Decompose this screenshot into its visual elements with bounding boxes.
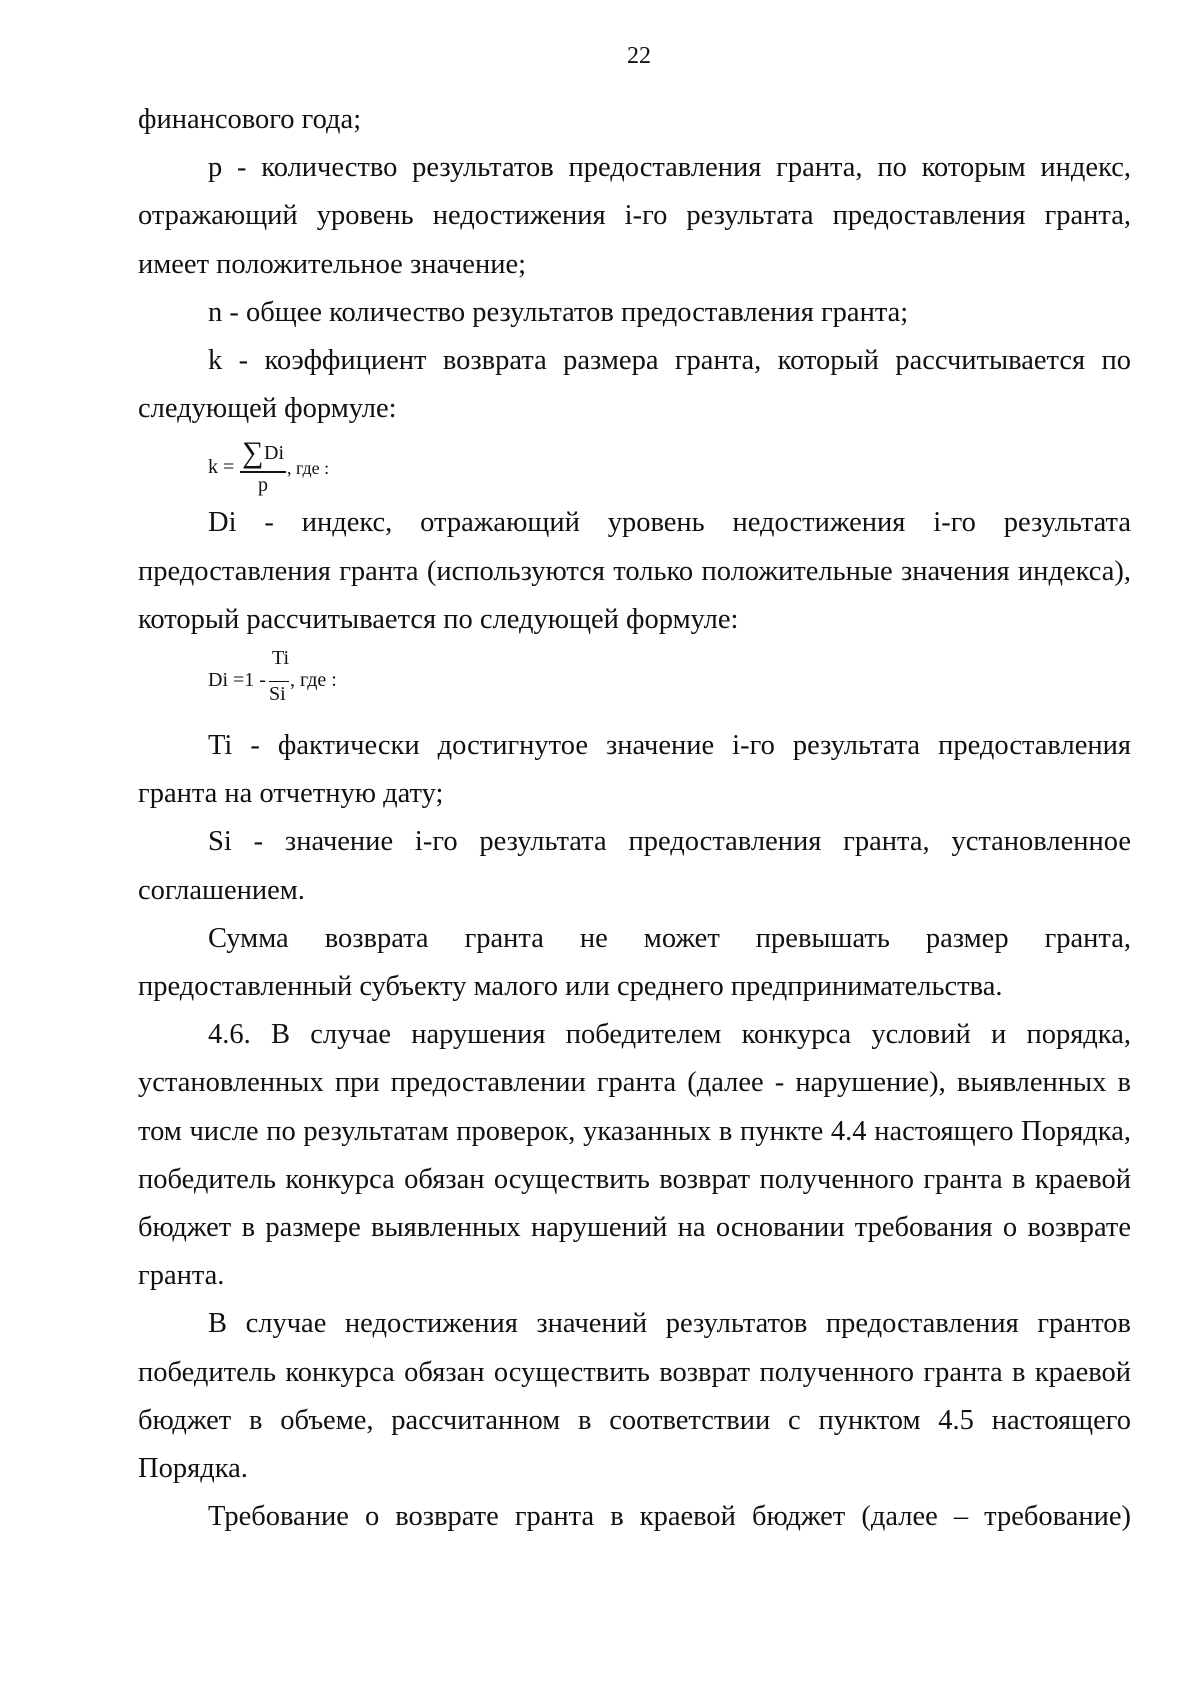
page-number: 22 xyxy=(627,43,651,69)
formula-k xyxy=(138,435,1131,495)
formula-lhs: Di =1 - xyxy=(208,669,266,692)
paragraph: n - общее количество результатов предоставления гранта; xyxy=(208,296,909,328)
formula-suffix: , где : xyxy=(287,458,330,479)
formula-suffix: , где : xyxy=(290,669,337,692)
paragraph: Ti - фактически достигнутое значение i-го результата предоставления гранта на отчетную дату; xyxy=(138,730,1131,810)
formula-numerator: Di xyxy=(264,442,284,465)
formula-numerator: Ti xyxy=(272,647,290,670)
sigma-symbol: ∑ xyxy=(242,436,264,470)
paragraph: p - количество результатов предоставления гранта, по которым индекс, отражающий уровень недостижения i-го результата предоставления гранта, имеет положительное значение; xyxy=(138,152,1131,280)
paragraph: 4.6. В случае нарушения победителем конкурса условий и порядка, установленных при предоставлении гранта (далее - нарушение), выявленных в том числе по результатам проверок, указанных в пункте 4.4 настоящего Порядка, победитель конкурса обязан осуществить возврат полученного гранта в краевой бюджет в размере выявленных нарушений на основании требования о возврате гранта. xyxy=(138,1019,1131,1292)
paragraph: Сумма возврата гранта не может превышать размер гранта, предоставленный субъекту малого или среднего предпринимательства. xyxy=(138,922,1131,1003)
paragraph: В случае недостижения значений результатов предоставления грантов победитель конкурса обязан осуществить возврат полученного гранта в краевой бюджет в объеме, рассчитанном в соответствии с пунктом 4.5 настоящего Порядка. xyxy=(138,1308,1131,1485)
formula-denominator: p xyxy=(258,474,268,497)
paragraph: Требование о возврате гранта в краевой бюджет (далее – требование) xyxy=(208,1501,1131,1533)
paragraph: k - коэффициент возврата размера гранта, который рассчитывается по следующей формуле: xyxy=(138,345,1131,425)
paragraph: Si - значение i-го результата предоставления гранта, установленное соглашением. xyxy=(138,826,1131,906)
fraction-bar xyxy=(240,471,286,472)
paragraph: финансового года; xyxy=(138,104,362,135)
formula-di xyxy=(138,648,1131,714)
formula-denominator: Si xyxy=(269,683,286,706)
formula-lhs: k = xyxy=(208,456,235,479)
document-body xyxy=(138,96,1131,1541)
paragraph: Di - индекс, отражающий уровень недостижения i-го результата предоставления гранта (используются только положительные значения индекса), который рассчитывается по следующей формуле: xyxy=(138,507,1131,635)
